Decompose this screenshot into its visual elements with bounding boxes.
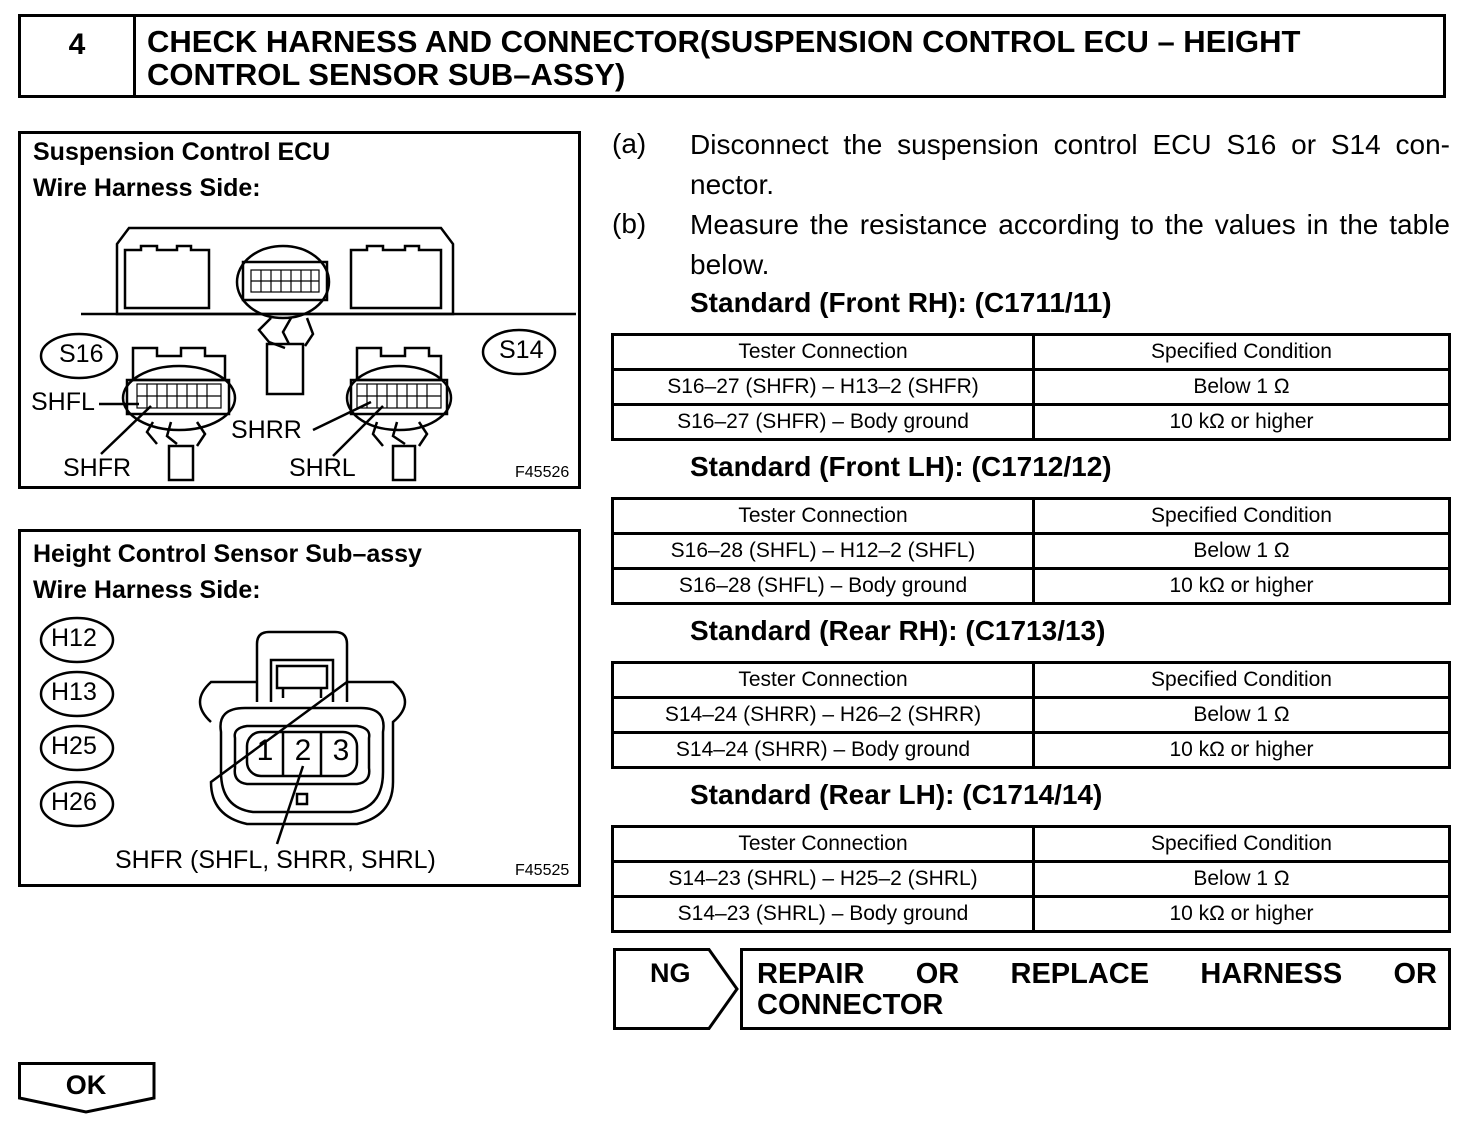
table-row — [613, 698, 1450, 733]
standard-title-rear-lh: Standard (Rear LH): (C1714/14) — [690, 779, 1103, 810]
instruction-a-text: Disconnect the suspension control ECU S16 or S14 con- nector. — [690, 129, 1450, 200]
table-header-cell: Specified Condition — [1034, 663, 1450, 698]
table-row — [613, 405, 1450, 440]
table-row — [613, 534, 1450, 569]
connector-label-h25: H25 — [51, 732, 97, 760]
wire-label-shrr: SHRR — [231, 416, 302, 444]
spec-table-front-lh — [611, 497, 1451, 605]
pin-2: 2 — [294, 734, 312, 767]
table-row — [613, 733, 1450, 768]
standard-title-front-rh: Standard (Front RH): (C1711/11) — [690, 287, 1112, 318]
figure-sensor-title: Height Control Sensor Sub–assy — [33, 540, 422, 568]
table-cell: S14–23 (SHRL) – H25–2 (SHRL) — [613, 862, 1034, 897]
table-header-row — [613, 335, 1450, 370]
table-cell: Below 1 Ω — [1034, 370, 1450, 405]
ng-label: NG — [650, 958, 691, 988]
connector-label-h12: H12 — [51, 624, 97, 652]
table-header-row — [613, 827, 1450, 862]
connector-label-h13: H13 — [51, 678, 97, 706]
ng-action-box — [740, 948, 1451, 1030]
table-header-row — [613, 499, 1450, 534]
connector-label-h26: H26 — [51, 788, 97, 816]
spec-table-front-rh — [611, 333, 1451, 441]
wire-label-shrl: SHRL — [289, 454, 356, 482]
table-cell: S16–28 (SHFL) – Body ground — [613, 569, 1034, 604]
pin-3: 3 — [332, 734, 350, 767]
ng-action-text: REPAIR OR REPLACE HARNESS OR CONNECTOR — [757, 958, 1437, 1021]
table-header-cell: Tester Connection — [613, 663, 1034, 698]
table-cell: 10 kΩ or higher — [1034, 733, 1450, 768]
connector-label-s14: S14 — [499, 336, 544, 364]
table-cell: S14–24 (SHRR) – H26–2 (SHRR) — [613, 698, 1034, 733]
figure-ecu-title: Suspension Control ECU — [33, 138, 331, 166]
figure-ecu-subtitle: Wire Harness Side: — [33, 174, 261, 202]
table-row — [613, 569, 1450, 604]
table-header-cell: Tester Connection — [613, 827, 1034, 862]
table-cell: Below 1 Ω — [1034, 534, 1450, 569]
table-cell: 10 kΩ or higher — [1034, 569, 1450, 604]
wire-label-shfr: SHFR — [63, 454, 132, 482]
table-header-cell: Tester Connection — [613, 335, 1034, 370]
instruction-a-letter: (a) — [612, 128, 647, 159]
table-cell: S14–23 (SHRL) – Body ground — [613, 897, 1034, 932]
ok-label: OK — [65, 1070, 107, 1100]
standard-title-front-lh: Standard (Front LH): (C1712/12) — [690, 451, 1112, 482]
table-cell: 10 kΩ or higher — [1034, 897, 1450, 932]
sensor-connector-drawing — [21, 532, 578, 884]
figure-sensor-connector — [18, 529, 581, 887]
instruction-b-text: Measure the resistance according to the values in the table below. — [690, 209, 1450, 280]
s14-highlight — [347, 366, 451, 430]
instruction-b-letter: (b) — [612, 208, 647, 239]
table-row — [613, 862, 1450, 897]
figure-code: F45526 — [515, 464, 570, 481]
table-cell: Below 1 Ω — [1034, 862, 1450, 897]
table-header-cell: Tester Connection — [613, 499, 1034, 534]
connector-label-s16: S16 — [59, 340, 104, 368]
step-title: CHECK HARNESS AND CONNECTOR(SUSPENSION CONTROL ECU – HEIGHT CONTROL SENSOR SUB–ASSY) — [147, 24, 1301, 92]
standard-title-rear-rh: Standard (Rear RH): (C1713/13) — [690, 615, 1106, 646]
table-header-cell: Specified Condition — [1034, 827, 1450, 862]
figure-sensor-subtitle: Wire Harness Side: — [33, 576, 261, 604]
step-header — [18, 14, 1446, 98]
table-cell: S14–24 (SHRR) – Body ground — [613, 733, 1034, 768]
pin-label: SHFR (SHFL, SHRR, SHRL) — [115, 846, 436, 874]
wire-label-shfl: SHFL — [31, 388, 95, 416]
step-number: 4 — [21, 17, 136, 95]
figure-ecu-connector — [18, 131, 581, 489]
table-row — [613, 897, 1450, 932]
table-cell: S16–27 (SHFR) – Body ground — [613, 405, 1034, 440]
table-header-cell: Specified Condition — [1034, 499, 1450, 534]
figure-code: F45525 — [515, 862, 570, 879]
s16-highlight — [123, 366, 235, 430]
table-row — [613, 370, 1450, 405]
table-cell: S16–28 (SHFL) – H12–2 (SHFL) — [613, 534, 1034, 569]
table-cell: 10 kΩ or higher — [1034, 405, 1450, 440]
spec-table-rear-lh — [611, 825, 1451, 933]
table-header-cell: Specified Condition — [1034, 335, 1450, 370]
table-cell: Below 1 Ω — [1034, 698, 1450, 733]
table-cell: S16–27 (SHFR) – H13–2 (SHFR) — [613, 370, 1034, 405]
spec-table-rear-rh — [611, 661, 1451, 769]
pin-1: 1 — [256, 734, 274, 767]
table-header-row — [613, 663, 1450, 698]
